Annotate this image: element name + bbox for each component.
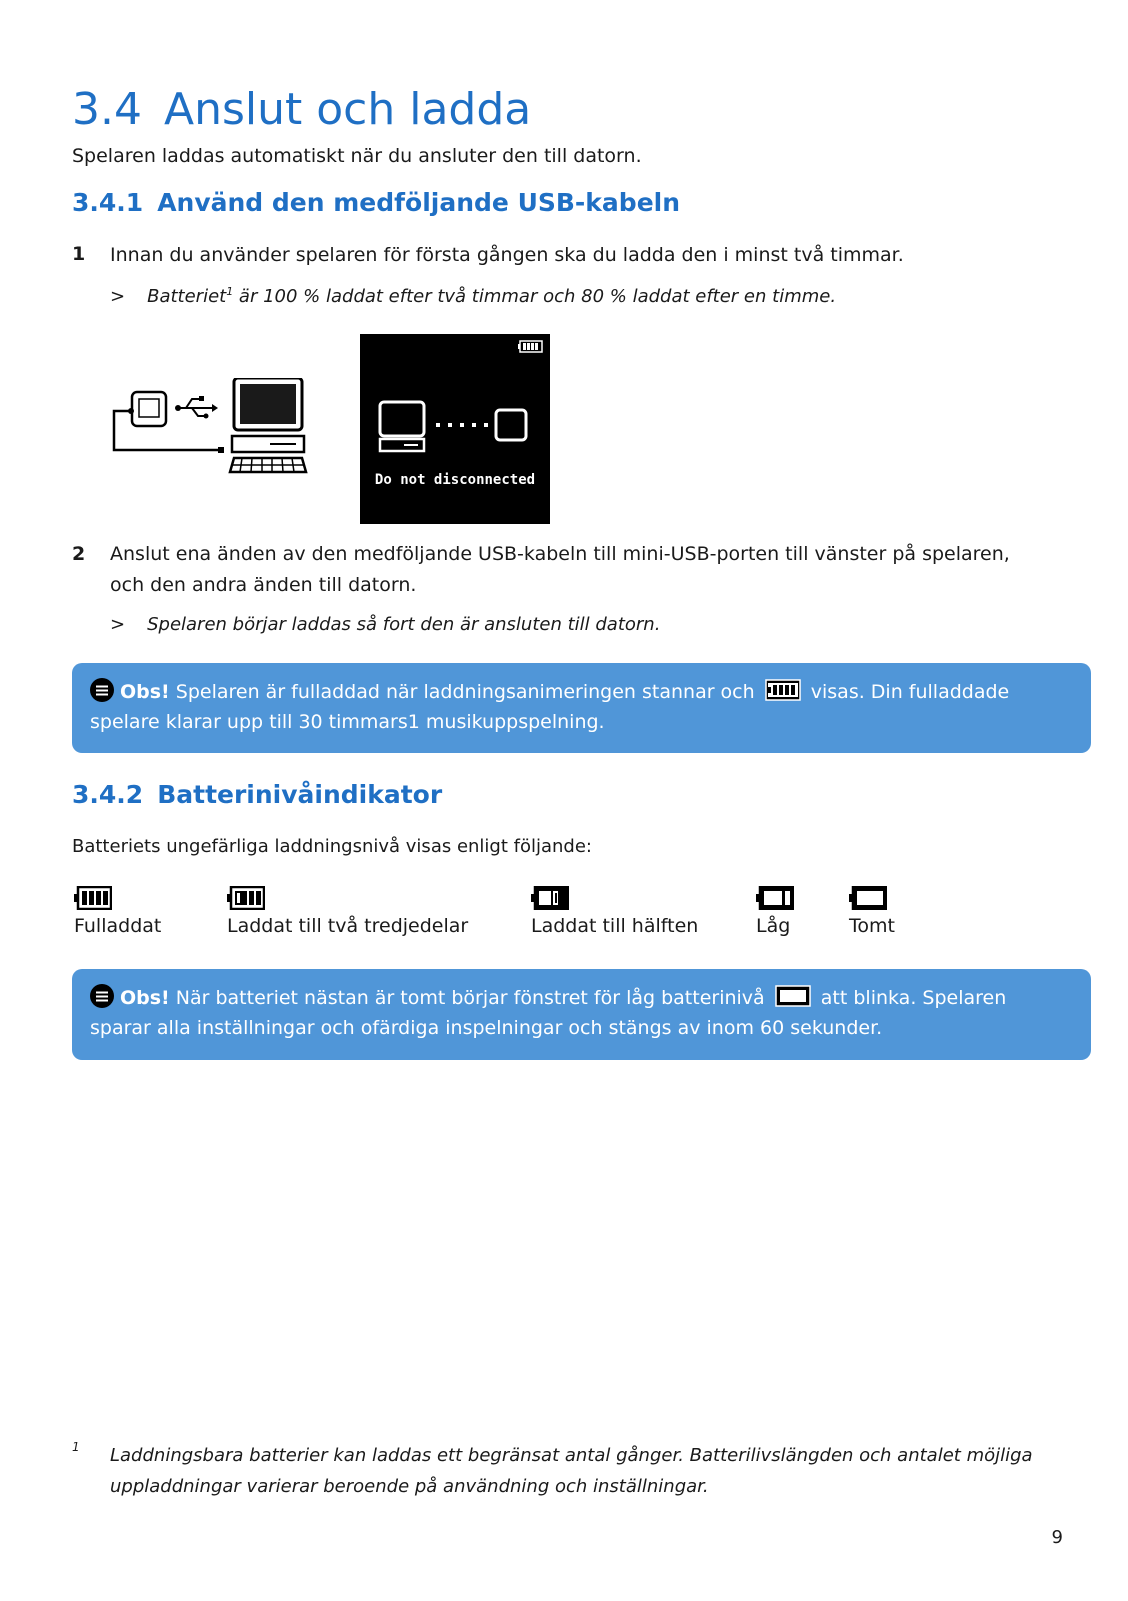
- step-number-1: 1: [72, 243, 86, 265]
- player-screen: [360, 334, 550, 524]
- step-text-2: Anslut ena änden av den medföljande USB-kabeln till mini-USB-porten till vänster på spelaren, och den andra änden till datorn.: [110, 543, 1010, 596]
- section-title: Anslut och ladda: [163, 84, 532, 135]
- usb-connection-illustration: [110, 378, 315, 483]
- note-icon: [90, 984, 114, 1008]
- footnote-mark: 1: [72, 1440, 80, 1454]
- subsection-number: 3.4.1: [72, 188, 144, 217]
- battery-empty-icon: [849, 886, 887, 910]
- battery-low-icon: [756, 886, 794, 910]
- battery-level-low: [756, 886, 794, 914]
- page-title: [72, 84, 531, 135]
- note-box-low-battery: Obs! När batteriet nästan är tomt börjar fönstret för låg batterinivå att blinka. Spelaren sparar alla inställningar och ofärdiga inspelningar och stängs av inom 60 sekunder.: [72, 969, 1091, 1060]
- step-result-2: > Spelaren börjar laddas så fort den är ansluten till datorn.: [110, 614, 661, 635]
- note-label: Obs!: [120, 681, 170, 703]
- battery-level-label: Laddat till två tredjedelar: [227, 915, 469, 937]
- subsection-heading-usb: [72, 188, 680, 217]
- battery-level-half: [531, 886, 569, 914]
- battery-intro: Batteriets ungefärliga laddningsnivå visas enligt följande:: [72, 836, 592, 857]
- note-box-charging: Obs! Spelaren är fulladdad när laddningsanimeringen stannar och visas. Din fulladdade spelare klarar upp till 30 timmars1 musikuppspelning.: [72, 663, 1091, 753]
- battery-level-label: Fulladdat: [74, 915, 162, 937]
- subsection-title: Använd den medföljande USB-kabeln: [157, 188, 681, 217]
- battery-level-two-thirds: [227, 886, 265, 914]
- subsection-number: 3.4.2: [72, 780, 144, 809]
- battery-half-icon: [531, 886, 569, 910]
- battery-level-label: Laddat till hälften: [531, 915, 699, 937]
- battery-two-thirds-icon: [227, 886, 265, 910]
- step-result-1: > Batteriet$^1$ är 100 % laddat efter två timmar och 80 % laddat efter en timme.: [110, 285, 837, 307]
- step-number-2: 2: [72, 543, 86, 565]
- screen-message: Do not disconnected: [374, 472, 536, 488]
- footnote-text: Laddningsbara batterier kan laddas ett begränsat antal gånger. Batterilivslängden och antalet möjliga uppladdningar varierar beroende på användning och inställningar.: [110, 1445, 1033, 1497]
- note-label: Obs!: [120, 987, 170, 1009]
- battery-level-label: Låg: [756, 915, 791, 937]
- battery-level-full: [74, 886, 112, 914]
- battery-full-icon: [74, 886, 112, 910]
- footnote: [72, 1440, 1072, 1502]
- section-intro: Spelaren laddas automatiskt när du ansluter den till datorn.: [72, 145, 642, 167]
- subsection-heading-battery: [72, 780, 442, 809]
- battery-empty-icon: [775, 985, 811, 1007]
- battery-full-icon: [765, 679, 801, 701]
- page-number: 9: [1051, 1527, 1063, 1548]
- subsection-title: Batterinivåindikator: [157, 780, 443, 809]
- note-icon: [90, 678, 114, 702]
- step-text-1: Innan du använder spelaren för första gången ska du ladda den i minst två timmar.: [110, 244, 904, 266]
- battery-level-label: Tomt: [849, 915, 895, 937]
- battery-level-empty: [849, 886, 887, 914]
- section-number: 3.4: [72, 84, 142, 135]
